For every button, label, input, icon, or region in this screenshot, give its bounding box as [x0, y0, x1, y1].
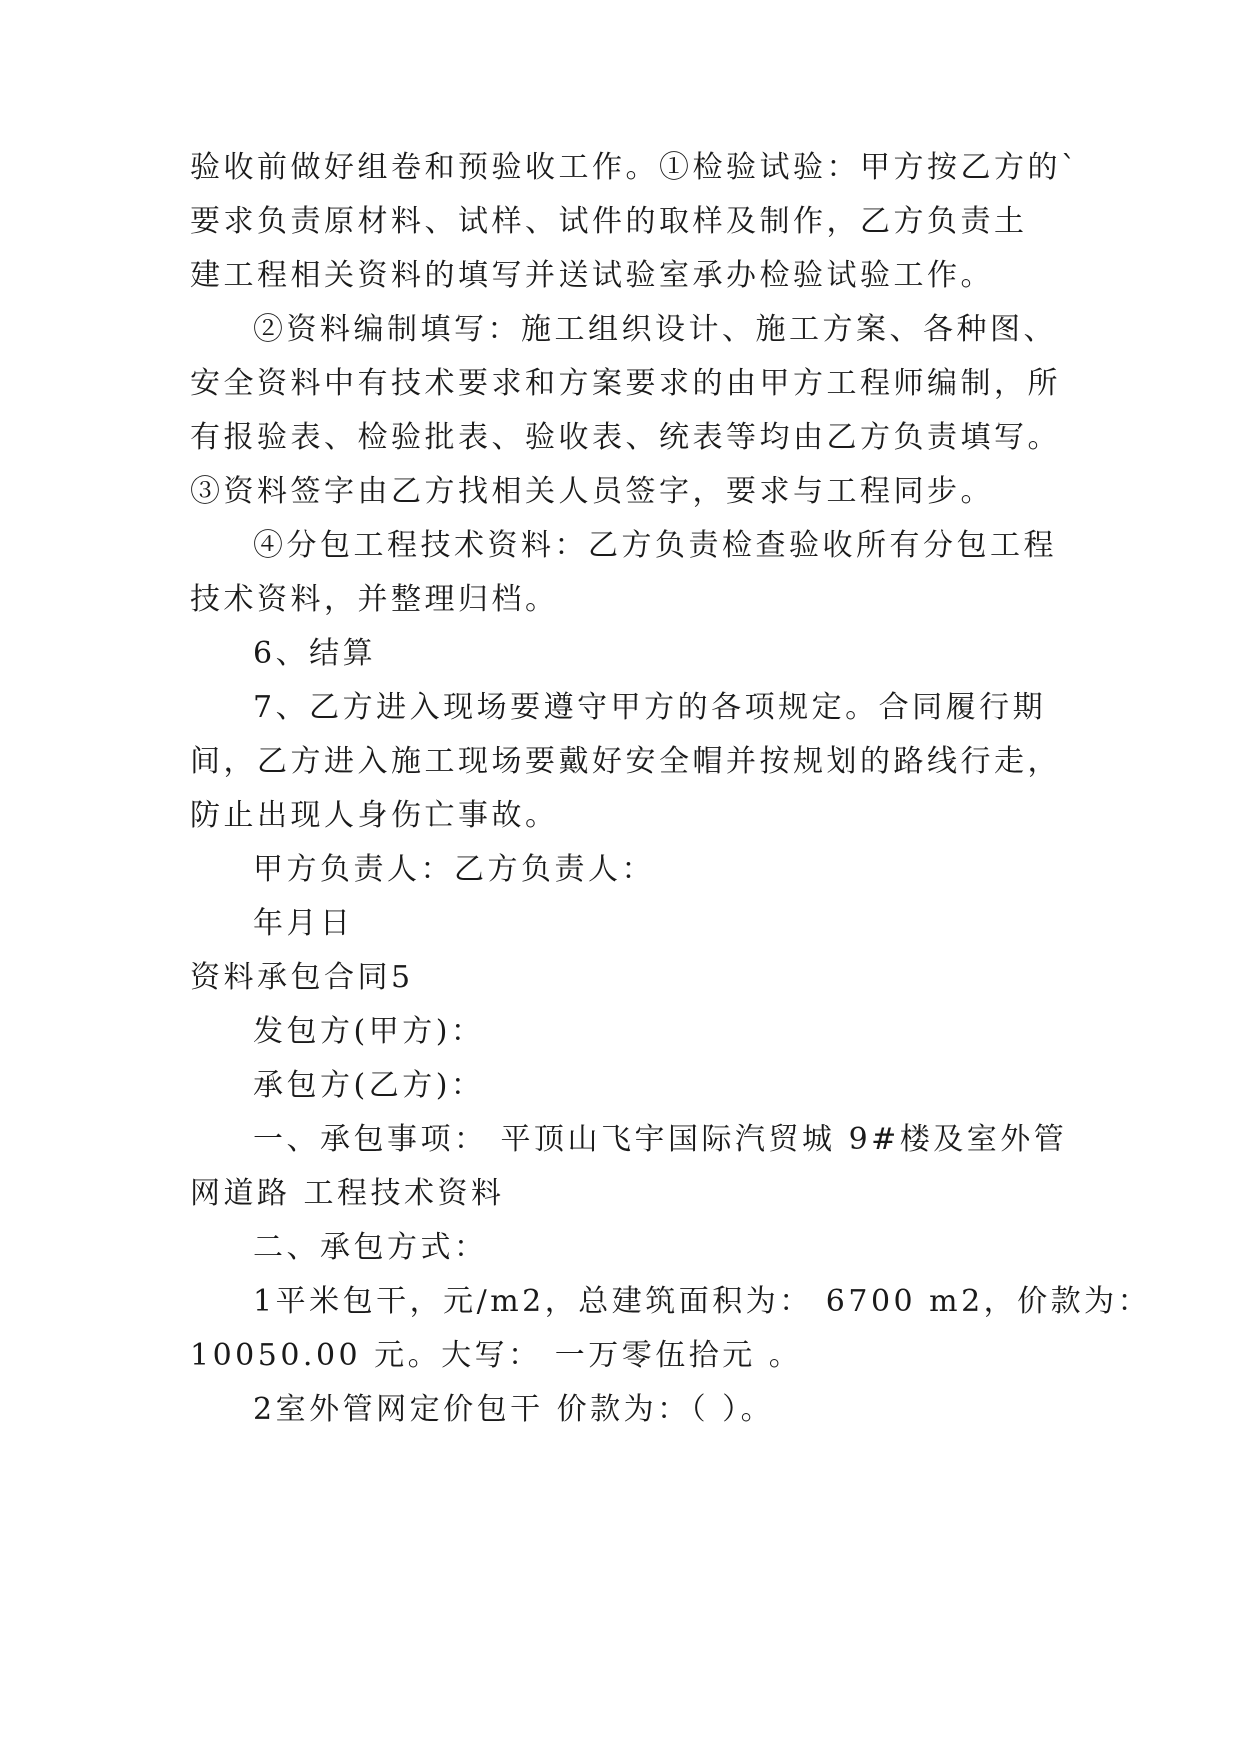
paragraph-line: 安全资料中有技术要求和方案要求的由甲方工程师编制，所 — [190, 366, 1061, 401]
paragraph-line: 网道路 工程技术资料 — [190, 1176, 505, 1211]
section-heading: 6、结算 — [253, 636, 377, 671]
paragraph-line: 建工程相关资料的填写并送试验室承办检验试验工作。 — [190, 258, 994, 293]
paragraph-line: 一、承包事项： 平顶山飞宇国际汽贸城 9#楼及室外管 — [253, 1122, 1068, 1157]
signature-line: 甲方负责人：乙方负责人： — [253, 852, 655, 887]
paragraph-line: 10050.00 元。大写： 一万零伍拾元 。 — [190, 1338, 803, 1373]
paragraph-line: ④分包工程技术资料：乙方负责检查验收所有分包工程 — [253, 528, 1057, 563]
paragraph-line: 要求负责原材料、试样、试件的取样及制作，乙方负责土 — [190, 204, 1028, 239]
party-a-line: 发包方(甲方)： — [253, 1014, 485, 1049]
paragraph-line: 1平米包干，元/m2，总建筑面积为： 6700 m2，价款为： — [253, 1284, 1152, 1319]
paragraph-line: 2室外管网定价包干 价款为：（ ）。 — [253, 1392, 775, 1427]
contract-title: 资料承包合同5 — [190, 960, 414, 995]
party-b-line: 承包方(乙方)： — [253, 1068, 485, 1103]
paragraph-line: 7、乙方进入现场要遵守甲方的各项规定。合同履行期 — [253, 690, 1047, 725]
paragraph-line: ②资料编制填写：施工组织设计、施工方案、各种图、 — [253, 312, 1057, 347]
paragraph-line: ③资料签字由乙方找相关人员签字，要求与工程同步。 — [190, 474, 994, 509]
section-heading: 二、承包方式： — [253, 1230, 488, 1265]
date-line: 年月日 — [253, 906, 354, 941]
paragraph-line: 技术资料，并整理归档。 — [190, 582, 559, 617]
paragraph-line: 验收前做好组卷和预验收工作。①检验试验：甲方按乙方的` — [190, 150, 1080, 185]
paragraph-line: 间，乙方进入施工现场要戴好安全帽并按规划的路线行走， — [190, 744, 1061, 779]
paragraph-line: 有报验表、检验批表、验收表、统表等均由乙方负责填写。 — [190, 420, 1061, 455]
paragraph-line: 防止出现人身伤亡事故。 — [190, 798, 559, 833]
